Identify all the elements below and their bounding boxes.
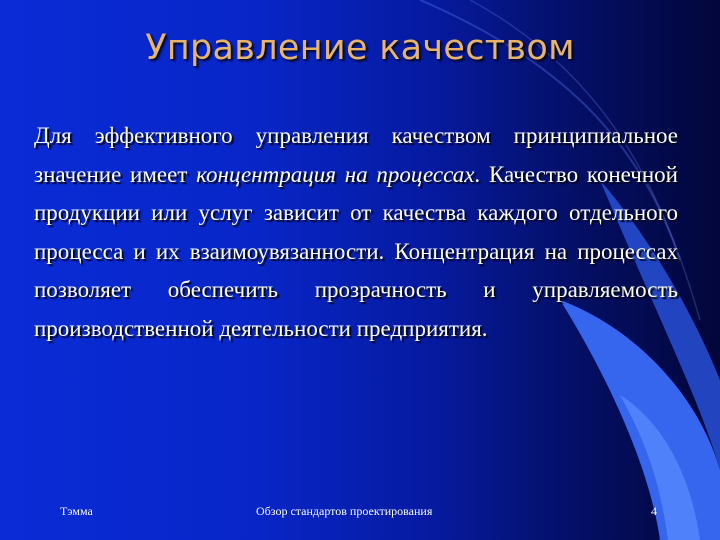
body-text-part2: . Качество конечной продукции или услуг зависит от качества каждого отдельного процесса и их взаимоувязанности. Концентрация на процессах позволяет обеспечить прозрачность и управляемость производственной деятельности предприятия. (34, 161, 678, 341)
footer-center: Обзор стандартов проектирования (256, 504, 433, 518)
slide-title: Управление качеством (145, 28, 575, 68)
body-paragraph (34, 117, 678, 348)
footer-left: Тэмма (60, 504, 93, 518)
page-number: 4 (651, 504, 657, 518)
body-emphasis: концентрация на процессах (196, 161, 475, 187)
body-text-part1: Для эффективного управления качеством принципиальное значение имеет (34, 123, 678, 187)
